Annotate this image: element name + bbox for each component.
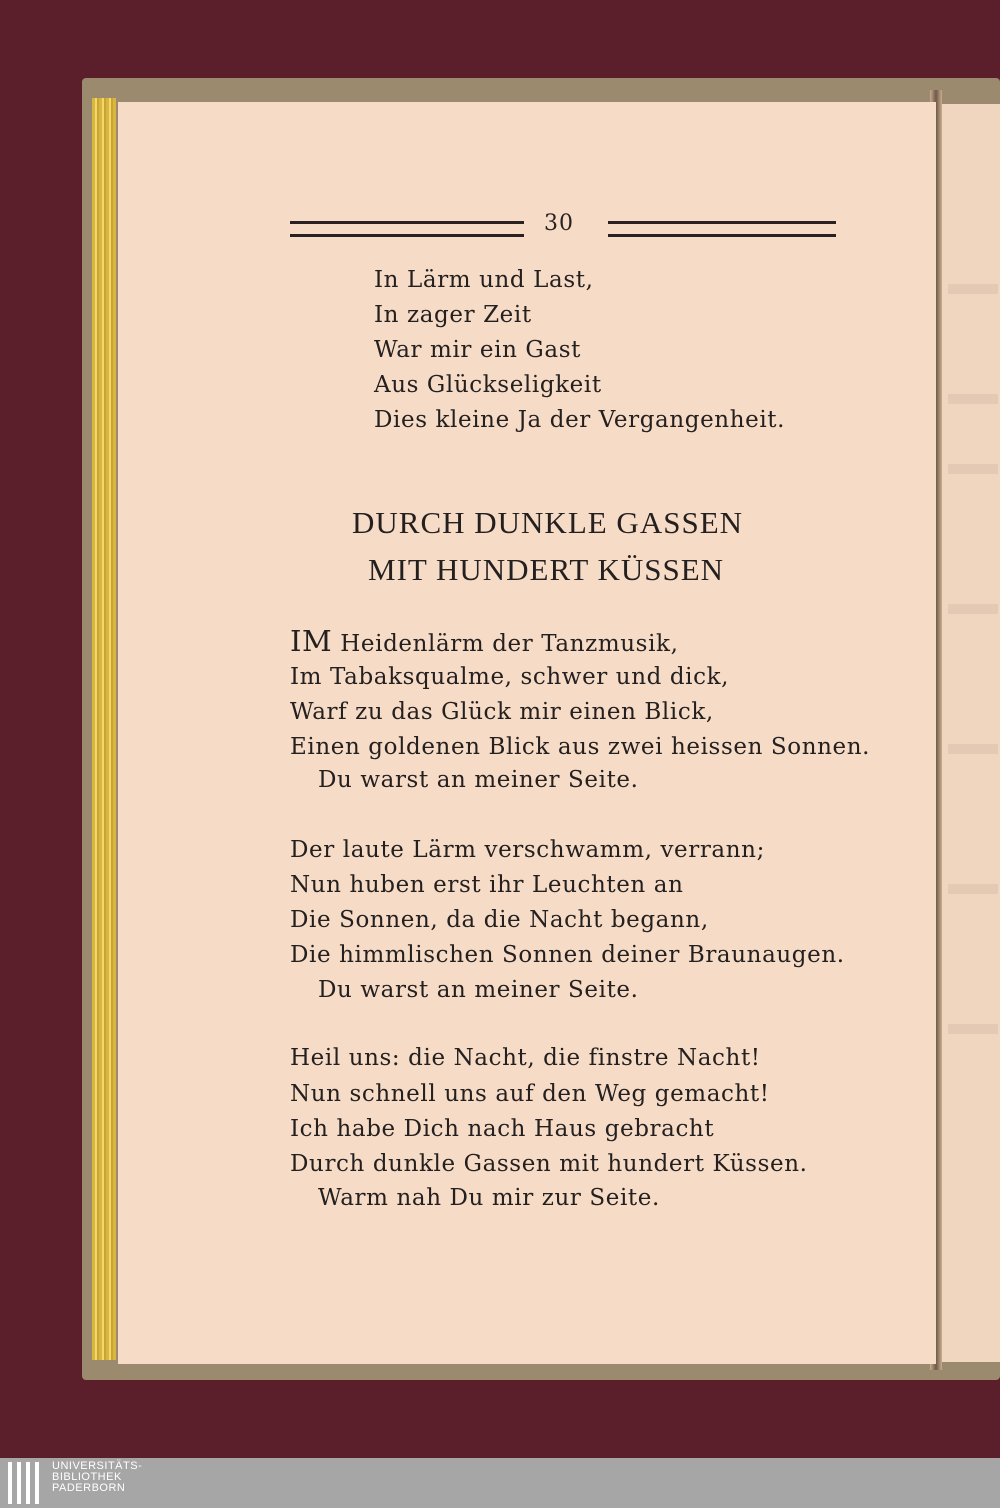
page-edges [92,98,116,1360]
verse-line [290,624,679,658]
footer-bar [0,1458,1000,1508]
verse-line: Ich habe Dich nach Haus gebracht [290,1116,715,1142]
verse-line: Warf zu das Glück mir einen Blick, [290,699,714,725]
verse-line: Aus Glückseligkeit [374,372,602,398]
library-logo-text [52,1461,142,1494]
verse-line: Dies kleine Ja der Vergangenheit. [374,407,786,433]
verse-line: Einen goldenen Blick aus zwei heissen Sonnen. [290,734,871,760]
verse-line-rest: Heidenlärm der Tanzmusik, [332,631,679,657]
verse-line: Nun huben erst ihr Leuchten an [290,872,684,898]
poem-title-line-1: DURCH DUNKLE GASSEN [352,505,744,540]
logo-line: UNIVERSITÄTS- [52,1460,143,1472]
header-rule-right [608,221,836,237]
verse-line: Nun schnell uns auf den Weg gemacht! [290,1081,770,1107]
verse-line: Heil uns: die Nacht, die finstre Nacht! [290,1045,761,1071]
logo-line: PADERBORN [52,1482,126,1494]
verse-line: Durch dunkle Gassen mit hundert Küssen. [290,1151,808,1177]
verse-line: War mir ein Gast [374,337,581,363]
page-number: 30 [544,211,574,236]
verse-line: Die Sonnen, da die Nacht begann, [290,907,709,933]
verse-line: Im Tabaksqualme, schwer und dick, [290,664,730,690]
poem-title-line-2: MIT HUNDERT KÜSSEN [368,552,725,587]
facing-page [942,104,1000,1362]
verse-line: In zager Zeit [374,302,532,328]
refrain-line: Du warst an meiner Seite. [318,977,639,1003]
refrain-line: Warm nah Du mir zur Seite. [318,1185,660,1211]
verse-line: Der laute Lärm verschwamm, verrann; [290,837,765,863]
header-rule-left [290,221,524,237]
initial-letters: IM [290,624,333,658]
logo-line: BIBLIOTHEK [52,1471,122,1483]
verse-line: In Lärm und Last, [374,267,594,293]
verse-line: Die himmlischen Sonnen deiner Braunaugen. [290,942,845,968]
refrain-line: Du warst an meiner Seite. [318,767,639,793]
